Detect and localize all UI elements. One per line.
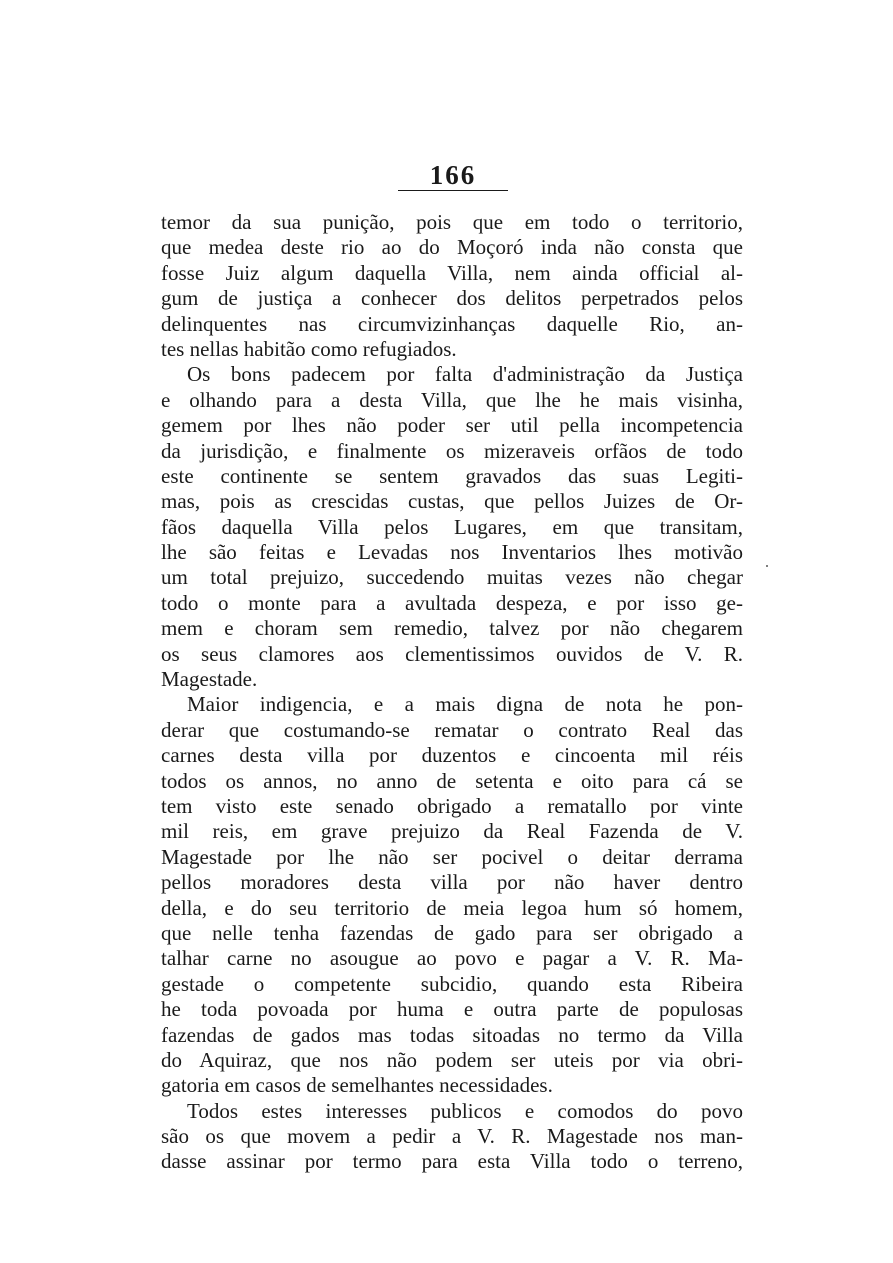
text-line: mem e choram sem remedio, talvez por não chegarem xyxy=(161,616,743,641)
paragraph xyxy=(161,692,743,1098)
text-line: he toda povoada por huma e outra parte de populosas xyxy=(161,997,743,1022)
text-line: que medea deste rio ao do Moçoró inda não consta que xyxy=(161,235,743,260)
text-line: Todos estes interesses publicos e comodos do povo xyxy=(187,1098,743,1123)
text-line: derar que costumando-se rematar o contrato Real das xyxy=(161,717,743,742)
text-line: fãos daquella Villa pelos Lugares, em que transitam, xyxy=(161,514,743,539)
paragraph xyxy=(161,362,743,692)
text-line: fosse Juiz algum daquella Villa, nem ainda official al- xyxy=(161,260,743,285)
text-line: delinquentes nas circumvizinhanças daquelle Rio, an- xyxy=(161,311,743,336)
text-line: fazendas de gados mas todas sitoadas no termo da Villa xyxy=(161,1022,743,1047)
text-line: lhe são feitas e Levadas nos Inventarios lhes motivão xyxy=(161,540,743,565)
page-number: 166 xyxy=(398,160,508,191)
text-line: que nelle tenha fazendas de gado para ser obrigado a xyxy=(161,920,743,945)
text-line: um total prejuizo, succedendo muitas vezes não chegar xyxy=(161,565,743,590)
text-line: gatoria em casos de semelhantes necessidades. xyxy=(161,1073,553,1098)
text-line: Maior indigencia, e a mais digna de nota he pon- xyxy=(187,692,743,717)
text-line: os seus clamores aos clementissimos ouvidos de V. R. xyxy=(161,641,743,666)
text-line: tem visto este senado obrigado a rematallo por vinte xyxy=(161,793,743,818)
text-line: carnes desta villa por duzentos e cincoenta mil réis xyxy=(161,743,743,768)
text-line: Os bons padecem por falta d'administração da Justiça xyxy=(187,362,743,387)
text-line: della, e do seu territorio de meia legoa hum só homem, xyxy=(161,895,743,920)
text-line: mil reis, em grave prejuizo da Real Fazenda de V. xyxy=(161,819,743,844)
text-line: são os que movem a pedir a V. R. Magestade nos man- xyxy=(161,1124,743,1149)
text-line: Magestade por lhe não ser pocivel o deitar derrama xyxy=(161,844,743,869)
text-line: temor da sua punição, pois que em todo o territorio, xyxy=(161,210,743,234)
body-text xyxy=(161,210,743,1175)
text-line: Magestade. xyxy=(161,667,258,692)
text-line: e olhando para a desta Villa, que lhe he mais visinha, xyxy=(161,387,743,412)
text-line: talhar carne no asougue ao povo e pagar a V. R. Ma- xyxy=(161,946,743,971)
text-line: mas, pois as crescidas custas, que pellos Juizes de Or- xyxy=(161,489,743,514)
paragraph xyxy=(161,210,743,362)
text-line: pellos moradores desta villa por não haver dentro xyxy=(161,870,743,895)
text-line: dasse assinar por termo para esta Villa todo o terreno, xyxy=(161,1149,743,1174)
paragraph xyxy=(161,1099,743,1175)
text-line: gemem por lhes não poder ser util pella incompetencia xyxy=(161,413,743,438)
text-line: do Aquiraz, que nos não podem ser uteis por via obri- xyxy=(161,1047,743,1072)
text-line: tes nellas habitão como refugiados. xyxy=(161,336,457,361)
ink-speck xyxy=(766,565,768,567)
text-line: gum de justiça a conhecer dos delitos perpetrados pelos xyxy=(161,286,743,311)
text-line: gestade o competente subcidio, quando esta Ribeira xyxy=(161,971,743,996)
text-line: da jurisdição, e finalmente os mizeraveis orfãos de todo xyxy=(161,438,743,463)
text-line: todos os annos, no anno de setenta e oito para cá se xyxy=(161,768,743,793)
text-line: todo o monte para a avultada despeza, e por isso ge- xyxy=(161,590,743,615)
text-line: este continente se sentem gravados das suas Legiti- xyxy=(161,463,743,488)
